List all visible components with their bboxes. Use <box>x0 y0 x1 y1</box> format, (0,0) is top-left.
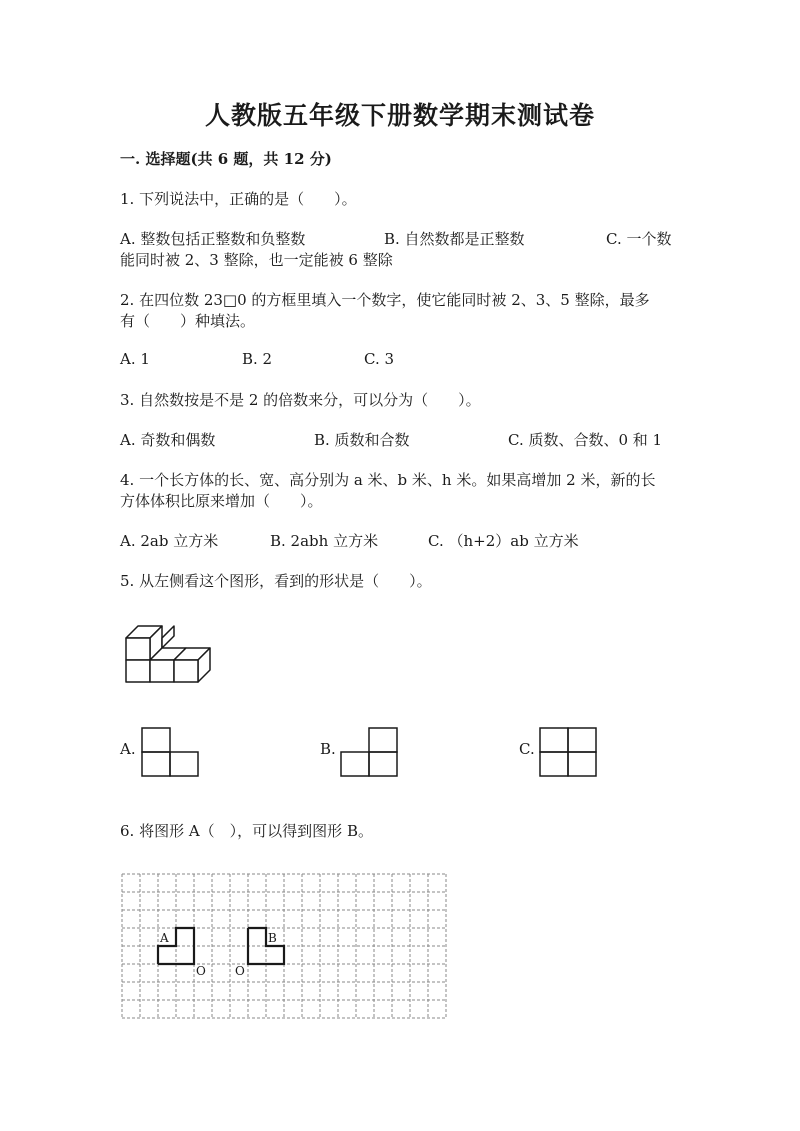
question-1-option-b: B. 自然数都是正整数 <box>384 230 525 248</box>
question-4-stem-line-2: 方体体积比原来增加（ ）。 <box>120 492 323 510</box>
question-5-option-c-label: C. <box>519 740 535 758</box>
question-3-option-b: B. 质数和合数 <box>314 431 410 449</box>
question-3-option-a: A. 奇数和偶数 <box>120 431 216 449</box>
question-5-stem: 5. 从左侧看这个图形，看到的形状是（ ）。 <box>120 572 432 590</box>
question-1-option-a: A. 整数包括正整数和负整数 <box>120 230 306 248</box>
point-o-1-label: O <box>196 964 206 978</box>
question-3-stem: 3. 自然数按是不是 2 的倍数来分，可以分为（ ）。 <box>120 391 481 409</box>
question-1-stem: 1. 下列说法中，正确的是（ ）。 <box>120 190 357 208</box>
shape-a-label: A <box>160 931 169 945</box>
question-1-option-c: C. 一个数 <box>606 230 672 248</box>
question-4-option-c: C. （h+2）ab 立方米 <box>428 532 579 550</box>
question-6-stem: 6. 将图形 A（ ），可以得到图形 B。 <box>120 822 373 840</box>
question-2-option-a: A. 1 <box>120 350 150 368</box>
shape-b-label: B <box>268 931 277 945</box>
question-4-stem-line-1: 4. 一个长方体的长、宽、高分别为 a 米、b 米、h 米。如果高增加 2 米，新的长 <box>120 471 656 489</box>
question-5-option-c-figure <box>539 727 597 777</box>
question-2-option-c: C. 3 <box>364 350 395 368</box>
question-5-option-b-figure <box>340 727 398 777</box>
question-5-option-b-label: B. <box>320 740 336 758</box>
question-5-option-a-label: A. <box>120 740 136 758</box>
question-2-stem-line-2: 有（ ）种填法。 <box>120 312 256 330</box>
section-heading: 一. 选择题(共 6 题，共 12 分) <box>120 150 332 168</box>
question-2-stem-line-1: 2. 在四位数 23□0 的方框里填入一个数字，使它能同时被 2、3、5 整除，最多 <box>120 291 650 309</box>
question-5-option-a-figure <box>141 727 199 777</box>
question-6-grid-figure <box>122 874 446 1022</box>
question-2-option-b: B. 2 <box>242 350 273 368</box>
cube-stack-figure <box>124 622 214 684</box>
question-4-option-b: B. 2abh 立方米 <box>270 532 379 550</box>
question-1-option-c-continuation: 能同时被 2、3 整除，也一定能被 6 整除 <box>120 251 393 269</box>
page-title: 人教版五年级下册数学期末测试卷 <box>204 101 595 130</box>
question-3-option-c: C. 质数、合数、0 和 1 <box>508 431 663 449</box>
question-4-option-a: A. 2ab 立方米 <box>120 532 219 550</box>
point-o-2-label: O <box>235 964 245 978</box>
